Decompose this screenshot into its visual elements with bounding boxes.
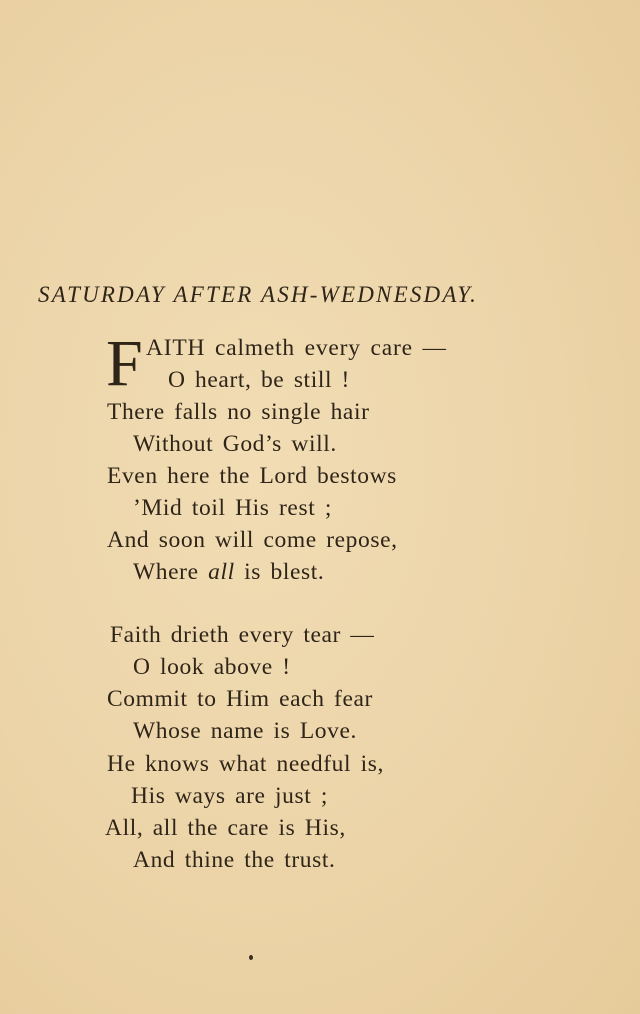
drop-cap: F xyxy=(106,327,143,400)
poem-line: AITH calmeth every care — xyxy=(146,335,447,361)
line-text: Where xyxy=(133,559,209,585)
poem-line: O heart, be still ! xyxy=(168,367,350,393)
poem-line: He knows what needful is, xyxy=(107,751,384,777)
poem-line: There falls no single hair xyxy=(107,399,370,425)
poem-line: O look above ! xyxy=(133,654,291,680)
poem-line: Faith drieth every tear — xyxy=(110,622,375,648)
poem-line-last xyxy=(133,557,324,587)
poem-line: All, all the care is His, xyxy=(105,815,346,841)
emphasized-word: all xyxy=(208,559,235,585)
poem-line: Even here the Lord bestows xyxy=(107,463,397,489)
poem-line: Whose name is Love. xyxy=(133,718,358,744)
poem-line: ’Mid toil His rest ; xyxy=(133,495,332,521)
poem-line: Without God’s will. xyxy=(133,431,337,457)
poem-line: And soon will come repose, xyxy=(107,527,398,553)
line-text: is blest. xyxy=(234,559,325,585)
poem-line: Commit to Him each fear xyxy=(107,686,373,712)
poem-line: His ways are just ; xyxy=(131,783,329,809)
ink-speck xyxy=(249,955,253,960)
poem-title: SATURDAY AFTER ASH-WEDNESDAY. xyxy=(38,282,479,307)
poem-line: And thine the trust. xyxy=(133,847,336,873)
